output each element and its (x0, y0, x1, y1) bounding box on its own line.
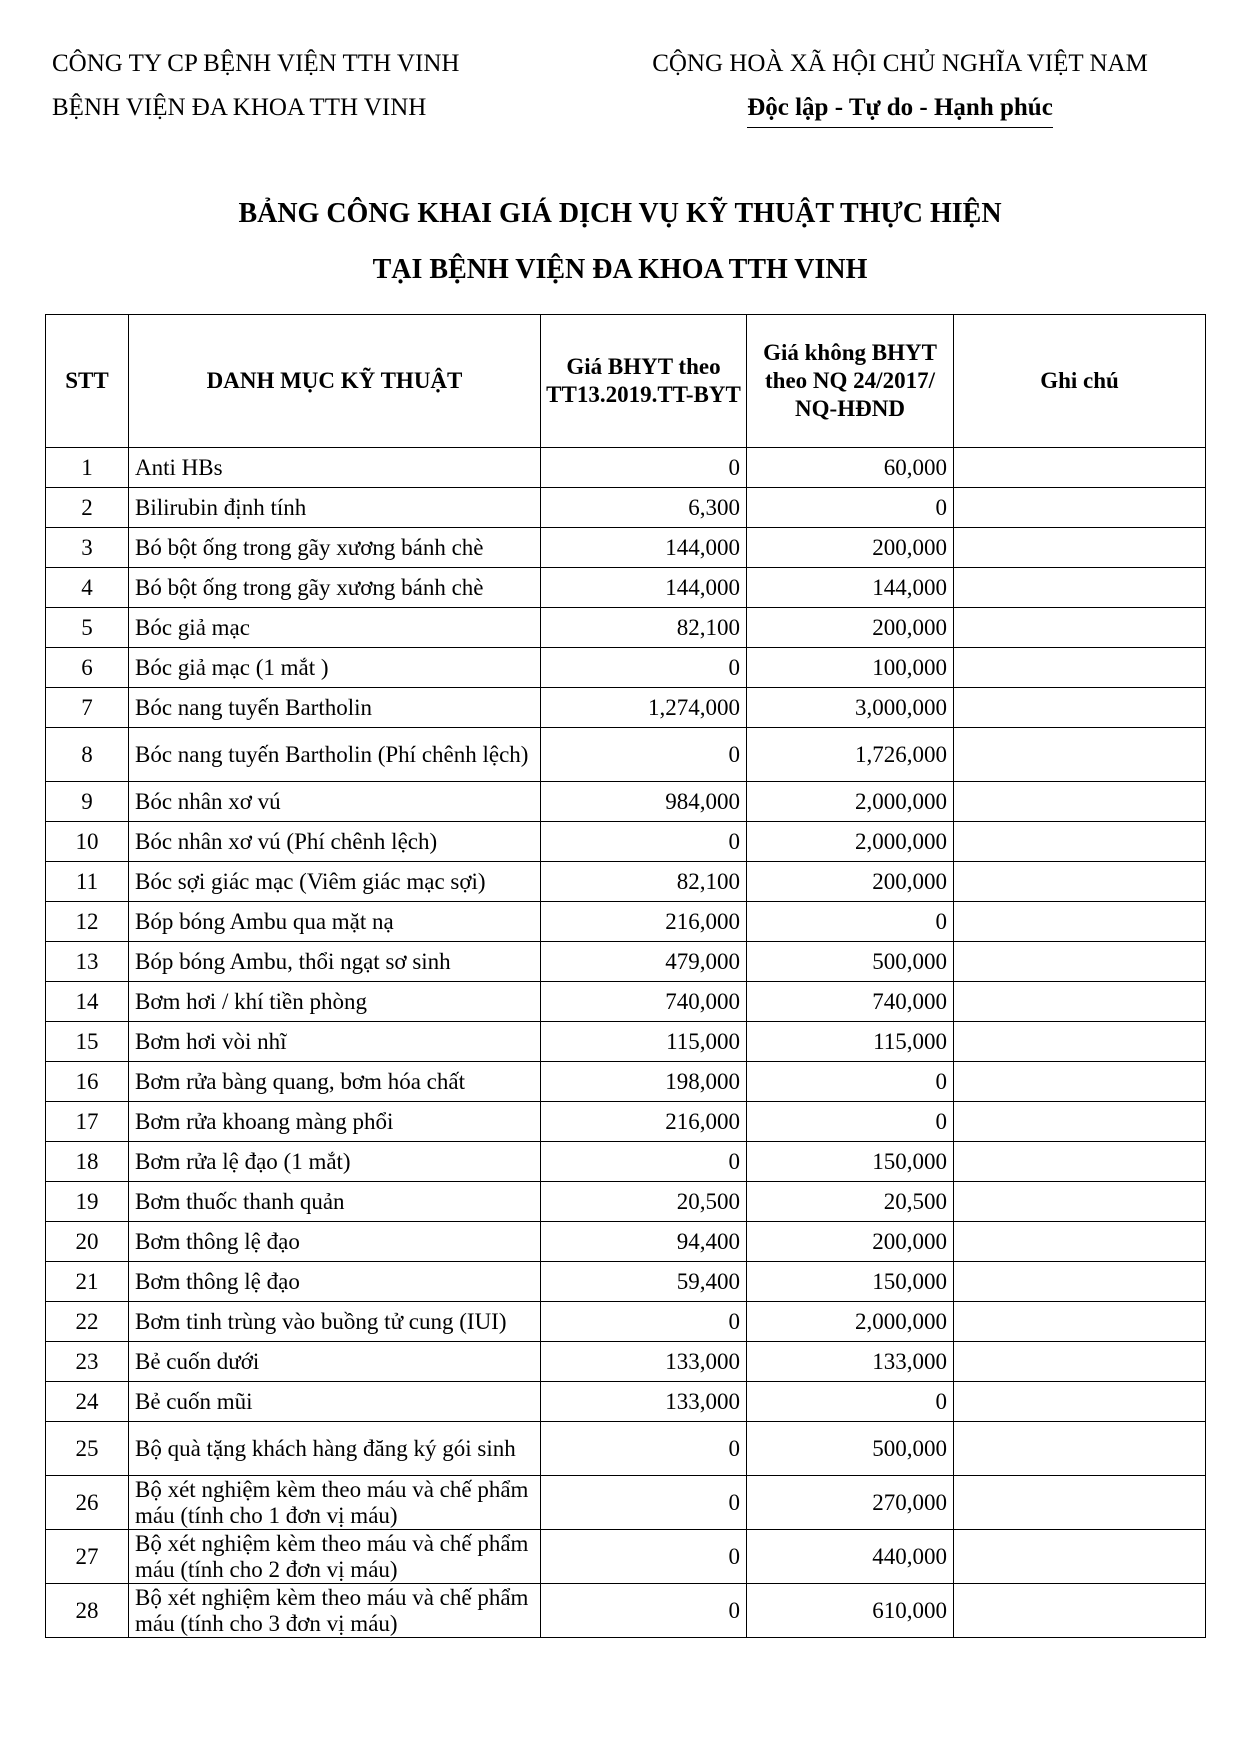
cell-nonbhyt-price: 3,000,000 (747, 688, 954, 728)
cell-note (954, 1142, 1206, 1182)
cell-bhyt-price: 115,000 (541, 1022, 747, 1062)
cell-technique: Bộ xét nghiệm kèm theo máu và chế phẩm máu (tính cho 2 đơn vị máu) (129, 1530, 541, 1584)
cell-note (954, 822, 1206, 862)
cell-nonbhyt-price: 20,500 (747, 1182, 954, 1222)
cell-nonbhyt-price: 144,000 (747, 568, 954, 608)
table-row (46, 728, 1206, 782)
table-row (46, 688, 1206, 728)
cell-bhyt-price: 0 (541, 1584, 747, 1638)
header-nonbhyt-line2: theo NQ 24/2017/ (765, 368, 935, 393)
cell-stt: 17 (46, 1102, 129, 1142)
cell-technique: Bóc nang tuyến Bartholin (129, 688, 541, 728)
cell-bhyt-price: 6,300 (541, 488, 747, 528)
cell-nonbhyt-price: 200,000 (747, 608, 954, 648)
table-row (46, 568, 1206, 608)
cell-technique: Bóc sợi giác mạc (Viêm giác mạc sợi) (129, 862, 541, 902)
cell-stt: 19 (46, 1182, 129, 1222)
cell-stt: 15 (46, 1022, 129, 1062)
table-row (46, 822, 1206, 862)
cell-stt: 24 (46, 1382, 129, 1422)
cell-bhyt-price: 133,000 (541, 1342, 747, 1382)
table-row (46, 982, 1206, 1022)
table-row (46, 648, 1206, 688)
cell-stt: 12 (46, 902, 129, 942)
cell-nonbhyt-price: 133,000 (747, 1342, 954, 1382)
cell-nonbhyt-price: 2,000,000 (747, 1302, 954, 1342)
cell-nonbhyt-price: 150,000 (747, 1262, 954, 1302)
header-bhyt-line2: TT13.2019.TT-BYT (546, 382, 741, 407)
cell-technique: Bơm thông lệ đạo (129, 1222, 541, 1262)
table-row (46, 1142, 1206, 1182)
header-note: Ghi chú (954, 315, 1206, 448)
cell-note (954, 1342, 1206, 1382)
cell-technique: Bẻ cuốn dưới (129, 1342, 541, 1382)
cell-nonbhyt-price: 200,000 (747, 528, 954, 568)
cell-note (954, 902, 1206, 942)
cell-bhyt-price: 0 (541, 648, 747, 688)
cell-note (954, 1022, 1206, 1062)
table-body (46, 448, 1206, 1638)
cell-technique: Bóp bóng Ambu qua mặt nạ (129, 902, 541, 942)
cell-stt: 6 (46, 648, 129, 688)
cell-technique: Bóc nang tuyến Bartholin (Phí chênh lệch) (129, 728, 541, 782)
cell-stt: 16 (46, 1062, 129, 1102)
cell-note (954, 1530, 1206, 1584)
cell-note (954, 1382, 1206, 1422)
cell-nonbhyt-price: 0 (747, 902, 954, 942)
cell-stt: 20 (46, 1222, 129, 1262)
cell-stt: 14 (46, 982, 129, 1022)
cell-nonbhyt-price: 0 (747, 1102, 954, 1142)
cell-nonbhyt-price: 610,000 (747, 1584, 954, 1638)
cell-bhyt-price: 198,000 (541, 1062, 747, 1102)
table-row (46, 488, 1206, 528)
cell-technique: Bơm rửa khoang màng phổi (129, 1102, 541, 1142)
table-row (46, 1022, 1206, 1062)
cell-nonbhyt-price: 200,000 (747, 1222, 954, 1262)
cell-note (954, 1422, 1206, 1476)
cell-technique: Bơm hơi vòi nhĩ (129, 1022, 541, 1062)
cell-technique: Bộ xét nghiệm kèm theo máu và chế phẩm máu (tính cho 1 đơn vị máu) (129, 1476, 541, 1530)
header-nonbhyt-price (747, 315, 954, 448)
cell-bhyt-price: 0 (541, 448, 747, 488)
cell-stt: 3 (46, 528, 129, 568)
cell-note (954, 488, 1206, 528)
country-name: CỘNG HOÀ XÃ HỘI CHỦ NGHĨA VIỆT NAM (652, 50, 1148, 77)
cell-note (954, 942, 1206, 982)
cell-note (954, 648, 1206, 688)
cell-stt: 25 (46, 1422, 129, 1476)
cell-stt: 9 (46, 782, 129, 822)
cell-note (954, 728, 1206, 782)
table-row (46, 862, 1206, 902)
cell-nonbhyt-price: 270,000 (747, 1476, 954, 1530)
table-row (46, 902, 1206, 942)
cell-bhyt-price: 94,400 (541, 1222, 747, 1262)
cell-nonbhyt-price: 500,000 (747, 1422, 954, 1476)
header-stt: STT (46, 315, 129, 448)
cell-note (954, 1062, 1206, 1102)
table-row (46, 608, 1206, 648)
cell-note (954, 1584, 1206, 1638)
table-row (46, 1382, 1206, 1422)
cell-nonbhyt-price: 740,000 (747, 982, 954, 1022)
table-row (46, 1302, 1206, 1342)
cell-technique: Bó bột ống trong gãy xương bánh chè (129, 568, 541, 608)
table-row (46, 942, 1206, 982)
table-row (46, 1062, 1206, 1102)
cell-nonbhyt-price: 150,000 (747, 1142, 954, 1182)
cell-nonbhyt-price: 0 (747, 1062, 954, 1102)
cell-note (954, 862, 1206, 902)
cell-stt: 13 (46, 942, 129, 982)
cell-bhyt-price: 0 (541, 728, 747, 782)
cell-bhyt-price: 0 (541, 1530, 747, 1584)
cell-note (954, 1102, 1206, 1142)
header-bhyt-price (541, 315, 747, 448)
cell-bhyt-price: 0 (541, 822, 747, 862)
cell-bhyt-price: 82,100 (541, 862, 747, 902)
cell-technique: Bóc giả mạc (129, 608, 541, 648)
cell-nonbhyt-price: 0 (747, 1382, 954, 1422)
cell-technique: Bơm rửa bàng quang, bơm hóa chất (129, 1062, 541, 1102)
cell-note (954, 982, 1206, 1022)
cell-bhyt-price: 82,100 (541, 608, 747, 648)
cell-stt: 21 (46, 1262, 129, 1302)
cell-nonbhyt-price: 100,000 (747, 648, 954, 688)
national-motto: Độc lập - Tự do - Hạnh phúc (747, 91, 1053, 128)
cell-stt: 18 (46, 1142, 129, 1182)
price-table (45, 314, 1206, 1638)
cell-note (954, 1262, 1206, 1302)
cell-stt: 4 (46, 568, 129, 608)
cell-nonbhyt-price: 500,000 (747, 942, 954, 982)
table-row (46, 1530, 1206, 1584)
cell-nonbhyt-price: 0 (747, 488, 954, 528)
cell-technique: Bẻ cuốn mũi (129, 1382, 541, 1422)
cell-bhyt-price: 479,000 (541, 942, 747, 982)
cell-stt: 27 (46, 1530, 129, 1584)
cell-nonbhyt-price: 1,726,000 (747, 728, 954, 782)
cell-bhyt-price: 59,400 (541, 1262, 747, 1302)
cell-bhyt-price: 0 (541, 1142, 747, 1182)
cell-technique: Bóc giả mạc (1 mắt ) (129, 648, 541, 688)
table-row (46, 782, 1206, 822)
cell-stt: 1 (46, 448, 129, 488)
cell-note (954, 782, 1206, 822)
cell-nonbhyt-price: 115,000 (747, 1022, 954, 1062)
cell-stt: 8 (46, 728, 129, 782)
header-technique: DANH MỤC KỸ THUẬT (129, 315, 541, 448)
cell-technique: Bó bột ống trong gãy xương bánh chè (129, 528, 541, 568)
cell-stt: 10 (46, 822, 129, 862)
cell-note (954, 528, 1206, 568)
cell-bhyt-price: 144,000 (541, 528, 747, 568)
cell-bhyt-price: 740,000 (541, 982, 747, 1022)
hospital-name: BỆNH VIỆN ĐA KHOA TTH VINH (52, 94, 427, 121)
cell-stt: 23 (46, 1342, 129, 1382)
page-title-line2: TẠI BỆNH VIỆN ĐA KHOA TTH VINH (372, 254, 868, 285)
cell-technique: Bơm tinh trùng vào buồng tử cung (IUI) (129, 1302, 541, 1342)
table-row (46, 1102, 1206, 1142)
table-row (46, 448, 1206, 488)
table-row (46, 1476, 1206, 1530)
table-row (46, 1422, 1206, 1476)
cell-note (954, 568, 1206, 608)
cell-technique: Bóp bóng Ambu, thổi ngạt sơ sinh (129, 942, 541, 982)
cell-bhyt-price: 984,000 (541, 782, 747, 822)
cell-note (954, 448, 1206, 488)
table-row (46, 1262, 1206, 1302)
cell-note (954, 1222, 1206, 1262)
cell-bhyt-price: 216,000 (541, 1102, 747, 1142)
cell-note (954, 608, 1206, 648)
cell-bhyt-price: 144,000 (541, 568, 747, 608)
cell-bhyt-price: 0 (541, 1302, 747, 1342)
cell-nonbhyt-price: 2,000,000 (747, 782, 954, 822)
table-row (46, 1584, 1206, 1638)
table-header-row (46, 315, 1206, 448)
cell-note (954, 1476, 1206, 1530)
table-row (46, 1342, 1206, 1382)
cell-technique: Bóc nhân xơ vú (Phí chênh lệch) (129, 822, 541, 862)
cell-technique: Bóc nhân xơ vú (129, 782, 541, 822)
cell-note (954, 688, 1206, 728)
header-bhyt-line1: Giá BHYT theo (566, 354, 721, 379)
cell-bhyt-price: 0 (541, 1422, 747, 1476)
cell-stt: 26 (46, 1476, 129, 1530)
cell-technique: Bộ quà tặng khách hàng đăng ký gói sinh (129, 1422, 541, 1476)
cell-note (954, 1302, 1206, 1342)
table-row (46, 528, 1206, 568)
page-title-line1: BẢNG CÔNG KHAI GIÁ DỊCH VỤ KỸ THUẬT THỰC HIỆN (238, 198, 1002, 229)
cell-technique: Bơm hơi / khí tiền phòng (129, 982, 541, 1022)
cell-stt: 22 (46, 1302, 129, 1342)
cell-technique: Bộ xét nghiệm kèm theo máu và chế phẩm máu (tính cho 3 đơn vị máu) (129, 1584, 541, 1638)
table-row (46, 1222, 1206, 1262)
cell-nonbhyt-price: 60,000 (747, 448, 954, 488)
cell-bhyt-price: 1,274,000 (541, 688, 747, 728)
cell-nonbhyt-price: 200,000 (747, 862, 954, 902)
header-right (610, 42, 1190, 130)
cell-technique: Bilirubin định tính (129, 488, 541, 528)
table-row (46, 1182, 1206, 1222)
header-nonbhyt-line1: Giá không BHYT (763, 340, 937, 365)
header-nonbhyt-line3: NQ-HĐND (795, 396, 905, 421)
cell-bhyt-price: 133,000 (541, 1382, 747, 1422)
cell-bhyt-price: 20,500 (541, 1182, 747, 1222)
company-name: CÔNG TY CP BỆNH VIỆN TTH VINH (52, 50, 460, 77)
cell-nonbhyt-price: 2,000,000 (747, 822, 954, 862)
cell-stt: 11 (46, 862, 129, 902)
cell-note (954, 1182, 1206, 1222)
cell-technique: Bơm thuốc thanh quản (129, 1182, 541, 1222)
cell-technique: Anti HBs (129, 448, 541, 488)
cell-bhyt-price: 216,000 (541, 902, 747, 942)
cell-bhyt-price: 0 (541, 1476, 747, 1530)
cell-technique: Bơm rửa lệ đạo (1 mắt) (129, 1142, 541, 1182)
cell-stt: 7 (46, 688, 129, 728)
cell-nonbhyt-price: 440,000 (747, 1530, 954, 1584)
cell-stt: 28 (46, 1584, 129, 1638)
cell-technique: Bơm thông lệ đạo (129, 1262, 541, 1302)
header-left (52, 42, 459, 130)
cell-stt: 2 (46, 488, 129, 528)
cell-stt: 5 (46, 608, 129, 648)
